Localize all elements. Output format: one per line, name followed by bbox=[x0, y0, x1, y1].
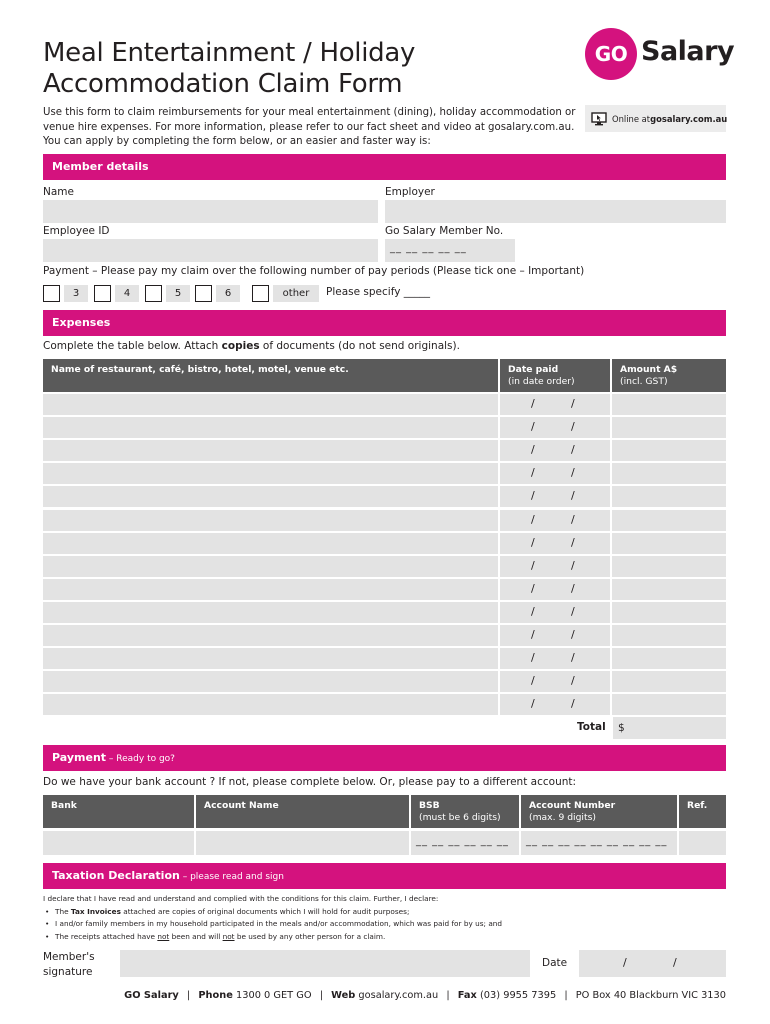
declaration-bullet-1-pre: The bbox=[55, 906, 71, 916]
checkbox-4-periods[interactable] bbox=[94, 285, 111, 302]
expense-name-cell[interactable] bbox=[43, 417, 498, 438]
declaration-bullet-1-bold: Tax Invoices bbox=[70, 906, 121, 916]
expense-row bbox=[43, 394, 726, 415]
expense-name-cell[interactable] bbox=[43, 602, 498, 623]
date-slash: / bbox=[571, 536, 575, 549]
date-slash: / bbox=[531, 466, 535, 479]
online-link-box[interactable] bbox=[585, 105, 726, 132]
col-header-name bbox=[43, 359, 498, 392]
expense-date-cell[interactable] bbox=[500, 510, 610, 531]
date-slash-1: / bbox=[623, 956, 627, 969]
footer bbox=[0, 990, 726, 1001]
logo-salary-text: Salary bbox=[641, 36, 735, 67]
total-field[interactable] bbox=[613, 717, 726, 739]
member-no-field[interactable] bbox=[385, 239, 515, 262]
declaration-text bbox=[43, 893, 733, 943]
footer-phone: 1300 0 GET GO bbox=[236, 990, 312, 1001]
checkbox-6-periods[interactable] bbox=[195, 285, 212, 302]
option-other-label: other bbox=[273, 285, 319, 302]
footer-sep: | bbox=[446, 990, 450, 1001]
date-field[interactable] bbox=[579, 950, 726, 977]
date-slash: / bbox=[571, 489, 575, 502]
expense-date-cell[interactable] bbox=[500, 694, 610, 715]
account-name-field[interactable] bbox=[196, 831, 409, 855]
expense-row bbox=[43, 556, 726, 577]
please-specify-label: Please specify _____ bbox=[326, 286, 431, 298]
col-header-amount-sub: (incl. GST) bbox=[620, 376, 668, 387]
footer-fax-label: Fax bbox=[457, 990, 477, 1001]
footer-address: PO Box 40 Blackburn VIC 3130 bbox=[575, 990, 726, 1001]
expense-name-cell[interactable] bbox=[43, 648, 498, 669]
date-slash: / bbox=[571, 605, 575, 618]
col-header-date-sub: (in date order) bbox=[508, 376, 575, 387]
member-no-label: Go Salary Member No. bbox=[385, 225, 504, 237]
go-salary-logo bbox=[585, 28, 735, 80]
footer-web: gosalary.com.au bbox=[358, 990, 439, 1001]
total-currency: $ bbox=[618, 722, 625, 734]
date-slash: / bbox=[571, 628, 575, 641]
bsb-dashes: __ __ __ __ __ __ bbox=[416, 836, 509, 847]
expense-name-cell[interactable] bbox=[43, 579, 498, 600]
date-slash: / bbox=[531, 697, 535, 710]
option-3-label: 3 bbox=[64, 285, 88, 302]
name-field[interactable] bbox=[43, 200, 378, 223]
expense-name-cell[interactable] bbox=[43, 556, 498, 577]
total-label: Total bbox=[577, 721, 606, 733]
expense-amount-cell[interactable] bbox=[612, 694, 726, 715]
member-details-header bbox=[43, 154, 726, 180]
expense-date-cell[interactable] bbox=[500, 625, 610, 646]
computer-icon bbox=[591, 112, 607, 126]
form-title-line-2: Accommodation Claim Form bbox=[43, 69, 403, 99]
employer-label: Employer bbox=[385, 186, 435, 198]
bsb-field[interactable] bbox=[411, 831, 519, 855]
date-slash: / bbox=[571, 559, 575, 572]
taxation-title: Taxation Declaration bbox=[52, 869, 180, 882]
declaration-bullet-3-pre: The receipts attached have bbox=[55, 931, 158, 941]
col-header-bank-text: Bank bbox=[51, 800, 77, 811]
expense-amount-cell[interactable] bbox=[612, 510, 726, 531]
date-slash: / bbox=[571, 466, 575, 479]
expense-amount-cell[interactable] bbox=[612, 602, 726, 623]
expense-name-cell[interactable] bbox=[43, 510, 498, 531]
payment-text: Do we have your bank account ? If not, please complete below. Or, please pay to a different account: bbox=[43, 776, 577, 788]
account-number-dashes: __ __ __ __ __ __ __ __ __ bbox=[526, 836, 668, 847]
date-slash: / bbox=[531, 582, 535, 595]
signature-label bbox=[43, 950, 95, 980]
expense-date-cell[interactable] bbox=[500, 394, 610, 415]
taxation-subtitle: – please read and sign bbox=[179, 872, 284, 882]
expense-amount-cell[interactable] bbox=[612, 463, 726, 484]
checkbox-other-periods[interactable] bbox=[252, 285, 269, 302]
declaration-bullet-1 bbox=[43, 906, 733, 919]
expense-amount-cell[interactable] bbox=[612, 486, 726, 507]
expense-row bbox=[43, 579, 726, 600]
expense-date-cell[interactable] bbox=[500, 602, 610, 623]
expense-name-cell[interactable] bbox=[43, 394, 498, 415]
date-slash: / bbox=[571, 697, 575, 710]
col-header-amount bbox=[612, 359, 726, 392]
expense-row bbox=[43, 671, 726, 692]
col-header-name-text: Name of restaurant, café, bistro, hotel, motel, venue etc. bbox=[51, 364, 349, 375]
employer-field[interactable] bbox=[385, 200, 726, 223]
footer-fax: (03) 9955 7395 bbox=[479, 990, 557, 1001]
ref-field[interactable] bbox=[679, 831, 726, 855]
payment-periods-text: Payment – Please pay my claim over the following number of pay periods (Please tick one – Important) bbox=[43, 265, 585, 277]
checkbox-5-periods[interactable] bbox=[145, 285, 162, 302]
declaration-bullet-3-not-1: not bbox=[157, 931, 170, 941]
col-header-ref bbox=[679, 795, 726, 828]
col-header-amount-text: Amount A$ bbox=[620, 364, 678, 375]
expense-name-cell[interactable] bbox=[43, 486, 498, 507]
date-slash: / bbox=[531, 628, 535, 641]
expenses-instruction-bold: copies bbox=[221, 340, 260, 352]
expense-row bbox=[43, 417, 726, 438]
expense-amount-cell[interactable] bbox=[612, 671, 726, 692]
expense-date-cell[interactable] bbox=[500, 579, 610, 600]
date-slash-2: / bbox=[673, 956, 677, 969]
col-header-date-text: Date paid bbox=[508, 364, 559, 375]
expense-date-cell[interactable] bbox=[500, 648, 610, 669]
date-label: Date bbox=[542, 957, 568, 969]
date-slash: / bbox=[571, 443, 575, 456]
signature-label-line-2: signature bbox=[43, 966, 93, 978]
expenses-instruction bbox=[43, 340, 460, 352]
name-label: Name bbox=[43, 186, 74, 198]
employee-id-field[interactable] bbox=[43, 239, 378, 262]
expense-row bbox=[43, 694, 726, 715]
expense-row bbox=[43, 440, 726, 461]
col-header-account-number-text: Account Number bbox=[529, 800, 616, 811]
footer-web-label: Web bbox=[331, 990, 356, 1001]
col-header-bsb-sub: (must be 6 digits) bbox=[419, 812, 501, 823]
expense-date-cell[interactable] bbox=[500, 486, 610, 507]
date-slash: / bbox=[531, 420, 535, 433]
col-header-bsb-text: BSB bbox=[419, 800, 440, 811]
signature-field[interactable] bbox=[120, 950, 530, 977]
expense-row bbox=[43, 486, 726, 507]
expense-date-cell[interactable] bbox=[500, 463, 610, 484]
col-header-account-name-text: Account Name bbox=[204, 800, 279, 811]
expense-amount-cell[interactable] bbox=[612, 533, 726, 554]
expense-name-cell[interactable] bbox=[43, 533, 498, 554]
date-slash: / bbox=[531, 651, 535, 664]
expense-date-cell[interactable] bbox=[500, 556, 610, 577]
date-slash: / bbox=[531, 536, 535, 549]
expenses-instruction-pre: Complete the table below. Attach bbox=[43, 340, 222, 352]
expense-date-cell[interactable] bbox=[500, 671, 610, 692]
expenses-instruction-post: of documents (do not send originals). bbox=[259, 340, 460, 352]
col-header-bank bbox=[43, 795, 194, 828]
option-4-label: 4 bbox=[115, 285, 139, 302]
date-slash: / bbox=[531, 559, 535, 572]
date-slash: / bbox=[531, 605, 535, 618]
date-slash: / bbox=[531, 674, 535, 687]
taxation-header bbox=[43, 863, 726, 889]
employee-id-label: Employee ID bbox=[43, 225, 110, 237]
expense-row bbox=[43, 533, 726, 554]
col-header-bsb bbox=[411, 795, 519, 828]
footer-sep: | bbox=[319, 990, 324, 1001]
payment-header bbox=[43, 745, 726, 771]
date-slash: / bbox=[571, 582, 575, 595]
declaration-bullet-3-post: be used by any other person for a claim. bbox=[234, 931, 386, 941]
expense-row bbox=[43, 648, 726, 669]
date-slash: / bbox=[531, 513, 535, 526]
form-title bbox=[43, 38, 415, 100]
date-slash: / bbox=[571, 513, 575, 526]
col-header-account-number bbox=[521, 795, 677, 828]
expense-amount-cell[interactable] bbox=[612, 417, 726, 438]
option-5-label: 5 bbox=[166, 285, 190, 302]
date-slash: / bbox=[531, 443, 535, 456]
footer-sep: | bbox=[564, 990, 568, 1001]
expense-date-cell[interactable] bbox=[500, 417, 610, 438]
date-slash: / bbox=[571, 651, 575, 664]
expense-name-cell[interactable] bbox=[43, 440, 498, 461]
expense-row bbox=[43, 625, 726, 646]
bank-field[interactable] bbox=[43, 831, 194, 855]
expense-amount-cell[interactable] bbox=[612, 440, 726, 461]
option-6-label: 6 bbox=[216, 285, 240, 302]
expense-amount-cell[interactable] bbox=[612, 579, 726, 600]
date-slash: / bbox=[571, 420, 575, 433]
expense-name-cell[interactable] bbox=[43, 694, 498, 715]
footer-sep: | bbox=[186, 990, 191, 1001]
expense-amount-cell[interactable] bbox=[612, 394, 726, 415]
member-details-title: Member details bbox=[52, 160, 149, 173]
online-url[interactable]: gosalary.com.au bbox=[650, 113, 728, 124]
signature-label-line-1: Member's bbox=[43, 951, 95, 963]
expense-name-cell[interactable] bbox=[43, 625, 498, 646]
date-slash: / bbox=[531, 489, 535, 502]
expense-date-cell[interactable] bbox=[500, 533, 610, 554]
intro-text: Use this form to claim reimbursements for your meal entertainment (dining), holiday accommodation or venue hire expenses. For more information, please refer to our fact sheet and video at gosalary.com.au. You can apply by completing the form below, or an easier and faster way is: bbox=[43, 107, 576, 147]
expense-row bbox=[43, 602, 726, 623]
payment-title: Payment bbox=[52, 751, 107, 764]
expenses-title: Expenses bbox=[52, 316, 111, 329]
expense-row bbox=[43, 510, 726, 531]
expense-amount-cell[interactable] bbox=[612, 625, 726, 646]
col-header-date bbox=[500, 359, 610, 392]
footer-phone-label: Phone bbox=[198, 990, 233, 1001]
expense-amount-cell[interactable] bbox=[612, 648, 726, 669]
date-slash: / bbox=[571, 397, 575, 410]
declaration-intro: I declare that I have read and understand and complied with the conditions for this claim. Further, I declare: bbox=[43, 894, 439, 903]
checkbox-3-periods[interactable] bbox=[43, 285, 60, 302]
footer-brand: GO Salary bbox=[124, 990, 179, 1001]
online-prefix: Online at bbox=[612, 113, 651, 124]
declaration-bullet-3-not-2: not bbox=[222, 931, 235, 941]
expense-name-cell[interactable] bbox=[43, 671, 498, 692]
col-header-account-number-sub: (max. 9 digits) bbox=[529, 812, 596, 823]
declaration-bullet-2: • I and/or family members in my household participated in the meals and/or accommodation, which was paid for by us; and bbox=[43, 918, 733, 931]
member-no-dashes: __ __ __ __ __ bbox=[390, 243, 467, 254]
expense-date-cell[interactable] bbox=[500, 440, 610, 461]
declaration-bullet-1-post: attached are copies of original documents which I will hold for audit purposes; bbox=[120, 906, 410, 916]
payment-subtitle: – Ready to go? bbox=[106, 754, 175, 764]
expense-amount-cell[interactable] bbox=[612, 556, 726, 577]
col-header-ref-text: Ref. bbox=[687, 800, 708, 811]
declaration-bullet-3 bbox=[43, 931, 733, 944]
account-number-field[interactable] bbox=[521, 831, 677, 855]
declaration-bullet-3-mid: been and will bbox=[169, 931, 223, 941]
expense-name-cell[interactable] bbox=[43, 463, 498, 484]
expense-row bbox=[43, 463, 726, 484]
date-slash: / bbox=[571, 674, 575, 687]
col-header-account-name bbox=[196, 795, 409, 828]
form-title-line-1: Meal Entertainment / Holiday bbox=[43, 38, 416, 68]
expenses-header bbox=[43, 310, 726, 336]
logo-go-circle: GO bbox=[585, 28, 637, 80]
date-slash: / bbox=[531, 397, 535, 410]
